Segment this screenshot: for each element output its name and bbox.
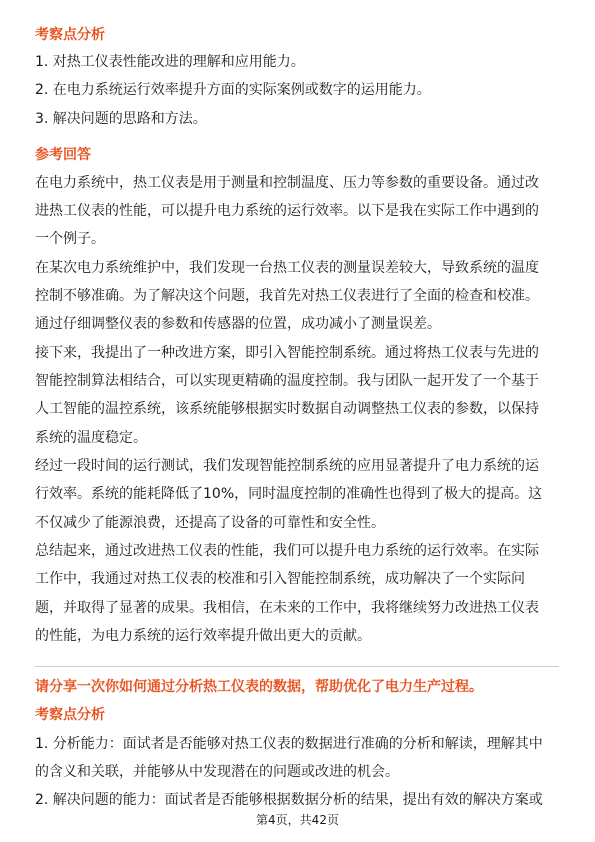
section-heading-answer: 参考回答 [35,147,91,163]
question-title: 请分享一次你如何通过分析热工仪表的数据，帮助优化了电力生产过程。 [35,679,483,695]
answer-line: 总结起来，通过改进热工仪表的性能，我们可以提升电力系统的运行效率。在实际 [35,543,539,559]
answer-line: 题，并取得了显著的成果。我相信，在未来的工作中，我将继续努力改进热工仪表 [35,600,539,616]
analysis-item-1: 1. 对热工仪表性能改进的理解和应用能力。 [35,54,305,70]
answer-line: 一个例子。 [35,231,105,247]
section-divider [35,666,559,667]
analysis-line: 的含义和关联，并能够从中发现潜在的问题或改进的机会。 [35,764,399,780]
answer-line: 人工智能的温控系统，该系统能够根据实时数据自动调整热工仪表的参数，以保持 [35,401,539,417]
analysis-item-2: 2. 在电力系统运行效率提升方面的实际案例或数字的运用能力。 [35,82,431,98]
answer-line: 控制不够准确。为了解决这个问题，我首先对热工仪表进行了全面的检查和校准。 [35,288,539,304]
answer-line: 通过仔细调整仪表的参数和传感器的位置，成功减小了测量误差。 [35,316,441,332]
analysis-item-3: 3. 解决问题的思路和方法。 [35,111,207,127]
answer-line: 工作中，我通过对热工仪表的校准和引入智能控制系统，成功解决了一个实际问 [35,571,525,587]
answer-line: 智能控制算法相结合，可以实现更精确的温度控制。我与团队一起开发了一个基于 [35,373,539,389]
answer-line: 在某次电力系统维护中，我们发现一台热工仪表的测量误差较大，导致系统的温度 [35,260,539,276]
answer-line: 在电力系统中，热工仪表是用于测量和控制温度、压力等参数的重要设备。通过改 [35,175,539,191]
analysis-line: 2. 解决问题的能力：面试者是否能够根据数据分析的结果，提出有效的解决方案或 [35,792,543,808]
answer-line: 接下来，我提出了一种改进方案，即引入智能控制系统。通过将热工仪表与先进的 [35,345,539,361]
answer-line: 行效率。系统的能耗降低了10%，同时温度控制的准确性也得到了极大的提高。这 [35,486,543,502]
answer-line: 不仅减少了能源浪费，还提高了设备的可靠性和安全性。 [35,515,385,531]
page-number: 第4页，共42页 [256,813,339,827]
section-heading-analysis-2: 考察点分析 [35,707,105,723]
answer-line: 进热工仪表的性能，可以提升电力系统的运行效率。以下是我在实际工作中遇到的 [35,203,539,219]
answer-line: 经过一段时间的运行测试，我们发现智能控制系统的应用显著提升了电力系统的运 [35,458,539,474]
answer-line: 系统的温度稳定。 [35,430,147,446]
analysis-line: 1. 分析能力：面试者是否能够对热工仪表的数据进行准确的分析和解读，理解其中 [35,736,543,752]
answer-line: 的性能，为电力系统的运行效率提升做出更大的贡献。 [35,628,371,644]
section-heading-analysis: 考察点分析 [35,27,105,43]
